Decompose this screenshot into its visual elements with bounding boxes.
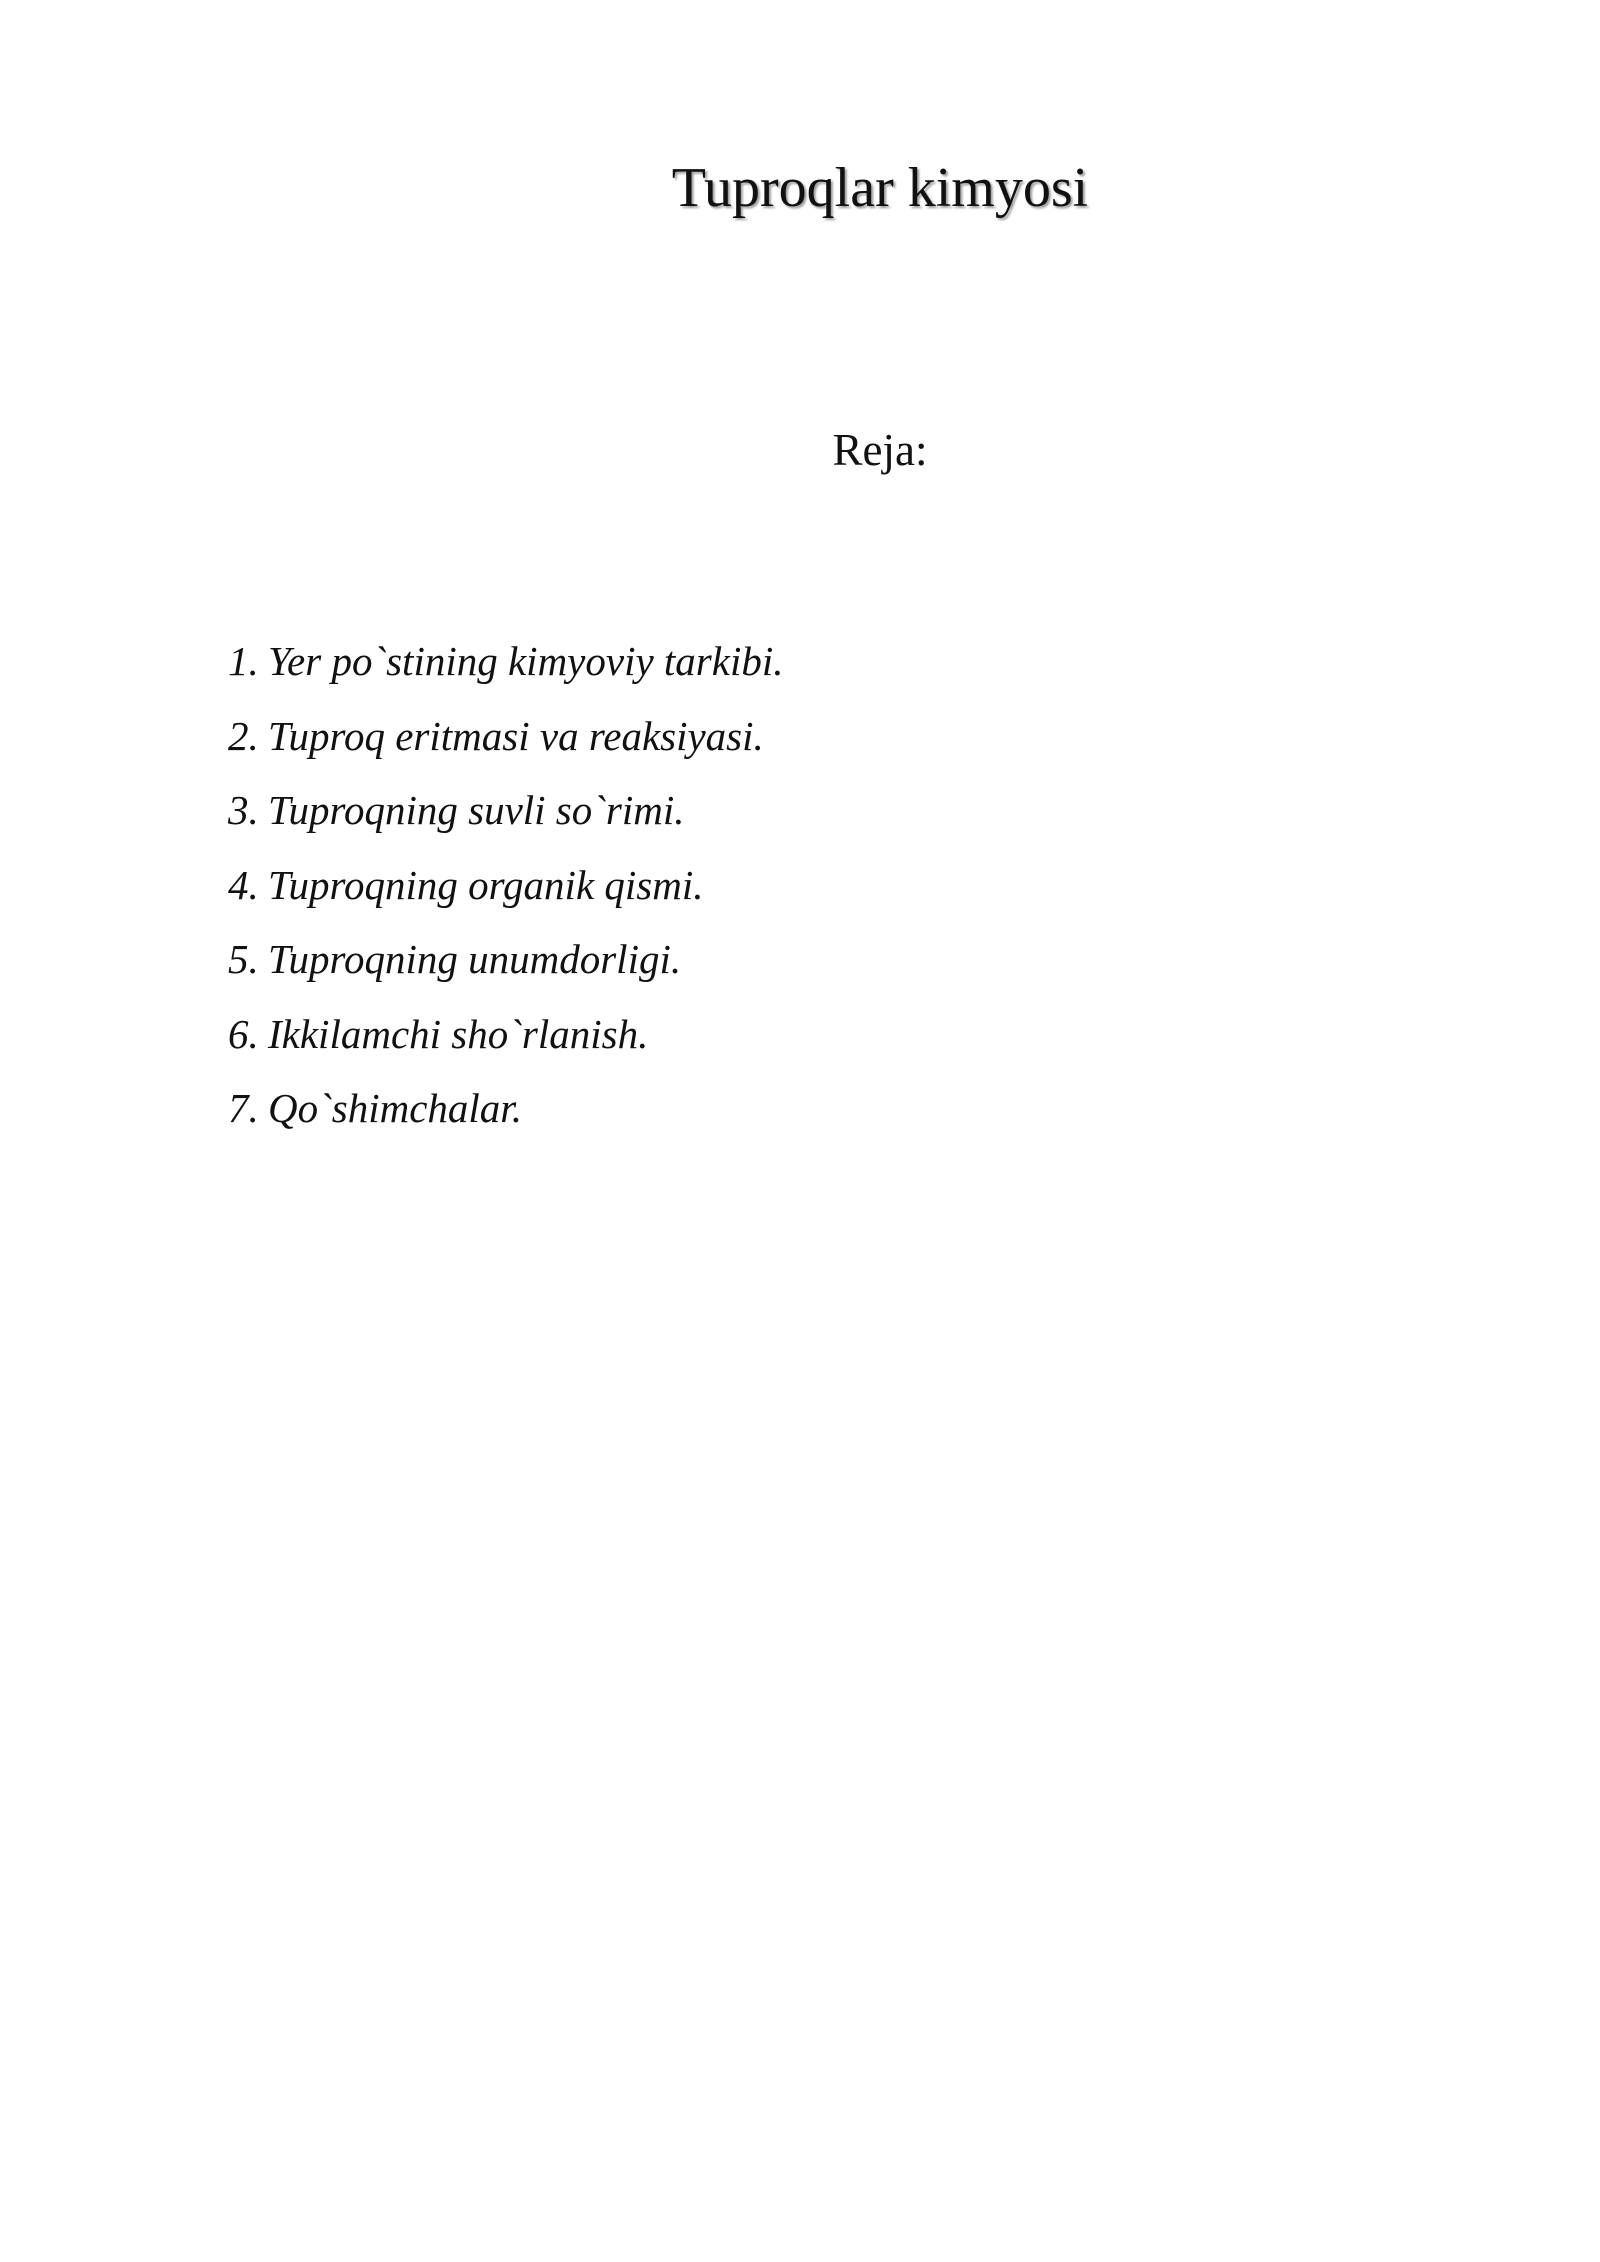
plan-item [228,922,783,997]
plan-item-number: 2. [228,712,259,759]
plan-list [228,624,783,1146]
plan-item-number: 1. [228,638,259,684]
plan-item-text: Tuproqning organik qismi. [268,861,704,908]
plan-item-number: 4. [228,861,259,908]
plan-item [228,997,783,1072]
plan-item-number: 7. [228,1085,259,1131]
plan-item-number: 6. [228,1010,259,1057]
plan-item-text: Tuproqning unumdorligi. [268,936,682,982]
document-title: Tuproqlar kimyosi [671,157,1089,219]
plan-item-text: Tuproqning suvli so`rimi. [268,787,685,833]
plan-item [228,624,783,699]
plan-item [228,1071,783,1146]
plan-item [228,773,783,848]
plan-heading: Reja: [832,425,928,475]
plan-item [228,699,783,774]
plan-item-text: Ikkilamchi sho`rlanish. [268,1010,649,1057]
plan-item-text: Tuproq eritmasi va reaksiyasi. [268,712,764,759]
plan-item-text: Qo`shimchalar. [268,1085,522,1131]
plan-item-number: 5. [228,936,259,982]
plan-item-number: 3. [228,787,259,833]
plan-item [228,848,783,923]
plan-item-text: Yer po`stining kimyoviy tarkibi. [268,638,784,684]
